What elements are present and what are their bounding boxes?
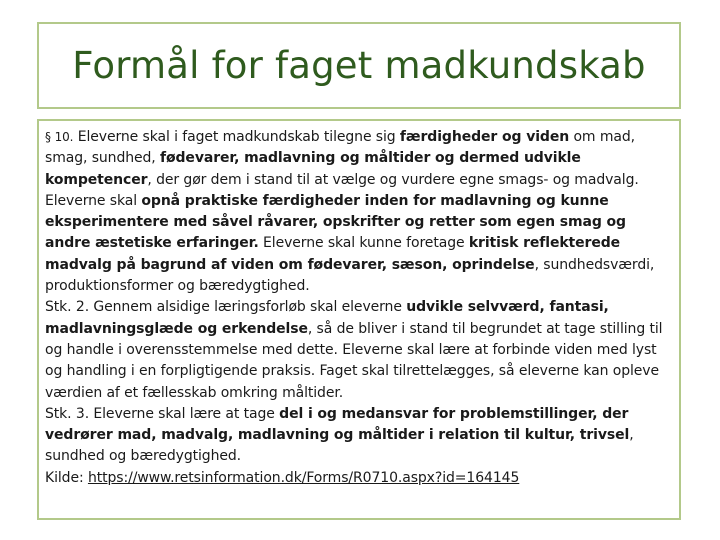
source-link[interactable]: https://www.retsinformation.dk/Forms/R0710.aspx?id=164145 [87, 469, 520, 486]
text: Eleverne skal kunne foretage [258, 235, 469, 252]
source-line [45, 468, 671, 489]
text: Eleverne skal i faget madkundskab tilegne sig [73, 129, 400, 145]
text: , så de bliver i stand til begrundet at tage stilling til og handle i overensstemmelse med dette. Eleverne skal lære at forbinde viden med lyst og handling i en forpligtigende praksis. Faget skal tilrettelægges, så eleverne kan opleve værdien af et fællesskab omkring måltider. [45, 320, 663, 401]
paragraph-stk3 [45, 404, 671, 468]
slide-title: Formål for faget madkundskab [72, 44, 646, 87]
bold-text: del i og medansvar for problemstillinger, der vedrører mad, madvalg, madlavning og måltider i relation til kultur, trivsel [45, 405, 630, 444]
bold-text: udvikle selvværd, fantasi, madlavningsglæde og erkendelse [45, 299, 609, 337]
bold-text: færdigheder og viden [399, 129, 570, 145]
bold-text: kritisk reflekterede madvalg på bagrund af viden om fødevarer, sæson, oprindelse [45, 235, 621, 273]
text: om mad, smag, sundhed, [45, 129, 635, 167]
bold-text: opnå praktiske færdigheder inden for madlavning og kunne eksperimentere med såvel råvarer, opskrifter og retter som egen smag og andre æstetiske erfaringer. [45, 192, 626, 252]
paragraph-stk2 [45, 297, 671, 403]
section-number: § 10. [45, 130, 74, 144]
bold-text: fødevarer, madlavning og måltider og dermed udvikle kompetencer [45, 150, 581, 188]
text: , sundhed og bæredygtighed. [45, 427, 634, 465]
text: , der gør dem i stand til at vælge og vurdere egne smags- og madvalg. Eleverne skal [45, 171, 639, 209]
source-label: Kilde: [45, 469, 88, 486]
paragraph-10 [45, 127, 671, 297]
text: Stk. 2. Gennem alsidige læringsforløb skal eleverne [45, 299, 407, 316]
body-box [37, 119, 681, 520]
text: , sundhedsværdi, produktionsformer og bæredygtighed. [45, 256, 655, 295]
title-box [37, 22, 681, 109]
text: Stk. 3. Eleverne skal lære at tage [45, 405, 280, 422]
